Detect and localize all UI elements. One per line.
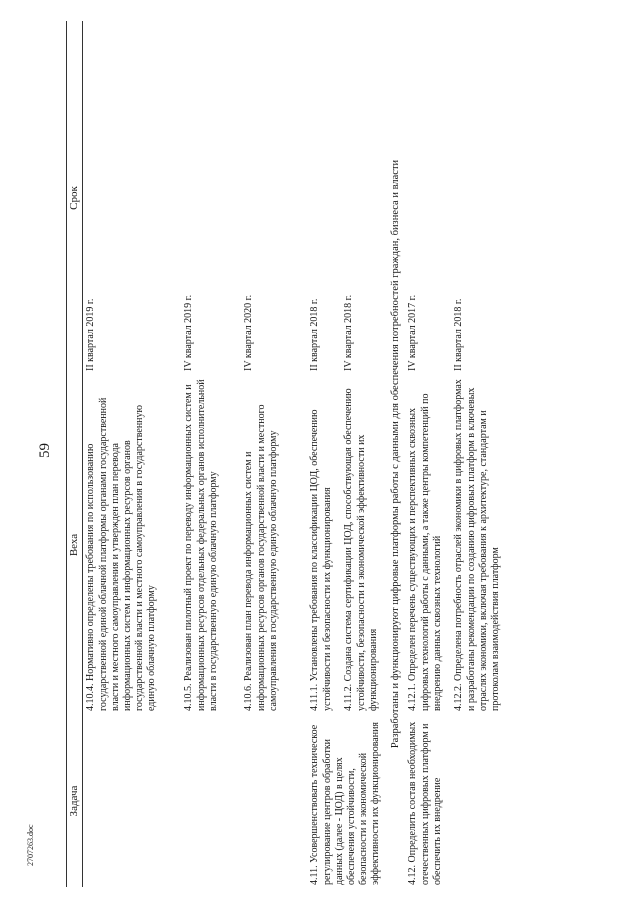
deadline: II квартал 2018 г. <box>453 298 465 371</box>
deadline: IV квартал 2017 г. <box>407 294 419 371</box>
milestone-cell <box>83 375 308 715</box>
deadline-cell <box>405 21 527 375</box>
milestone: 4.11.1. Установлены требования по классификации ЦОД, обеспечению устойчивости и безопасности их функционирования <box>309 409 333 711</box>
deadline: IV квартал 2020 г. <box>243 294 255 371</box>
milestone: 4.10.4. Нормативно определены требования по использованию государственной единой облачной платформы органами государственной власти и местного самоуправления и утвержден план перевода информационных систем и информационных ресурсов органов государственной власти и местного самоуправления в государственную единую облачную платформу <box>85 397 158 711</box>
milestone: 4.12.2. Определена потребность отраслей экономики в цифровых платформах и разработаны рекомендации по созданию цифровых платформ в ключевых отраслях экономики, включая требования к архитектуре, стандартам и протоколам взаимодействия платформ <box>453 379 501 711</box>
milestone-cell <box>307 375 386 715</box>
section-heading: Разработаны и функционируют цифровые платформы работы с данными для обеспечения потребностей граждан, бизнеса и власти <box>389 159 401 749</box>
section-heading-row <box>387 21 406 887</box>
task-cell: 4.11. Усовершенствовать техническое регулирование центров обработки данных (далее - ЦОД) в целях обеспечения устойчивости, безопасности и экономической эффективности их функционирования <box>309 721 382 885</box>
deadline: II квартал 2018 г. <box>309 298 321 371</box>
header-deadline: Срок <box>68 186 80 210</box>
milestone: 4.10.6. Реализован план перевода информационных систем и информационных ресурсов органов государственной власти и местного самоуправления в государственную единую облачную платформу <box>243 404 279 711</box>
table-row <box>307 21 386 887</box>
milestone: 4.10.5. Реализован пилотный проект по переводу информационных систем и информационных ресурсов отдельных федеральных органов исполнительной власти в государственную единую облачную платформу <box>183 379 219 711</box>
deadline: IV квартал 2018 г. <box>343 294 355 371</box>
page-number: 59 <box>37 443 53 458</box>
milestone: 4.12.1. Определен перечень существующих и перспективных сквозных цифровых технологий работы с данными, а также центры компетенций по внедрению данных сквозных технологий <box>407 393 443 711</box>
roadmap-table <box>66 21 527 887</box>
task-cell <box>83 715 308 887</box>
table-row <box>83 21 308 887</box>
document-code: 2707263.doc <box>26 824 35 866</box>
table-header <box>67 21 83 887</box>
milestone-cell <box>405 375 527 715</box>
header-milestone: Веха <box>68 533 80 557</box>
table-row <box>405 21 527 887</box>
deadline: IV квартал 2019 г. <box>183 294 195 371</box>
deadline-cell <box>83 21 308 375</box>
milestone: 4.11.2. Создана система сертификации ЦОД, способствующая обеспечению устойчивости, безопасности и экономической эффективности их функционирования <box>343 388 379 711</box>
task-cell: 4.12. Определить состав необходимых отечественных цифровых платформ и обеспечить их внедрение <box>407 721 443 885</box>
deadline-cell <box>307 21 386 375</box>
deadline: II квартал 2019 г. <box>85 298 97 371</box>
rotated-page <box>66 21 626 887</box>
header-task: Задача <box>68 785 80 817</box>
